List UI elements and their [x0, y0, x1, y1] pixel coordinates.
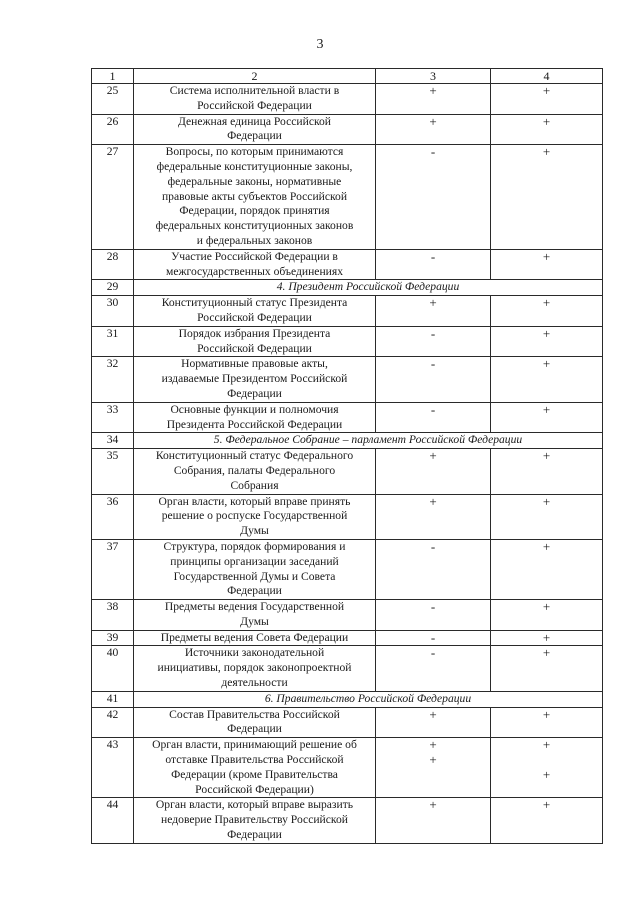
column-3-mark [376, 326, 491, 357]
row-number: 26 [92, 114, 134, 145]
table-row [92, 798, 603, 843]
table-row [92, 646, 603, 691]
mark-symbol: - [430, 356, 436, 372]
column-3-mark [376, 84, 491, 115]
mark-symbol: + [429, 737, 437, 753]
description-line: Система исполнительной власти в [169, 84, 340, 97]
mark-symbol: + [542, 599, 551, 615]
topic-description [134, 539, 376, 599]
column-3-mark [376, 114, 491, 145]
column-3-mark [376, 707, 491, 738]
page-number: 3 [316, 37, 324, 52]
topic-description [134, 494, 376, 539]
column-4-mark [491, 357, 603, 402]
topic-description [134, 249, 376, 280]
mark-symbol: + [542, 797, 551, 813]
mark-symbol: + [542, 766, 551, 782]
mark-symbol: + [542, 448, 551, 464]
mark-symbol: - [430, 401, 436, 417]
description-line: инициативы, порядок законопроектной [157, 661, 352, 675]
mark-symbol: + [429, 295, 437, 311]
mark-symbol: + [542, 248, 551, 264]
description-line: Государственной Думы и Совета [173, 569, 336, 583]
mark-symbol [491, 753, 602, 768]
topic-description [134, 630, 376, 646]
column-3-mark [376, 296, 491, 327]
column-3-mark [376, 738, 491, 798]
mark-symbol: - [430, 248, 436, 264]
mark-symbol: - [430, 538, 436, 554]
description-line: деятельности [221, 676, 288, 690]
description-line: Орган власти, принимающий решение об [152, 738, 357, 752]
mark-symbol: + [542, 356, 551, 372]
row-number: 39 [92, 630, 134, 646]
description-line: Конституционный статус Федерального [155, 449, 354, 463]
subjects-table [91, 68, 603, 844]
table-row [92, 357, 603, 402]
column-header: 1 [92, 69, 134, 84]
column-3-mark [376, 145, 491, 250]
mark-symbol: + [429, 83, 437, 98]
description-line: федеральных конституционных законов [155, 219, 354, 233]
description-line: Российской Федерации [197, 98, 312, 112]
mark-symbol: + [429, 448, 437, 464]
column-4-mark [491, 296, 603, 327]
mark-symbol: + [429, 797, 437, 813]
description-line: Собрания [230, 478, 279, 492]
description-line: Орган власти, который вправе выразить [155, 798, 354, 812]
column-3-mark [376, 600, 491, 631]
description-line: недоверие Правительству Российской [161, 813, 348, 827]
column-4-mark [491, 145, 603, 250]
topic-description [134, 296, 376, 327]
row-number: 42 [92, 707, 134, 738]
description-line: межгосударственных объединениях [166, 264, 343, 278]
column-header: 4 [491, 69, 603, 84]
description-line: Состав Правительства Российской [169, 707, 340, 721]
column-3-mark [376, 494, 491, 539]
mark-symbol: + [542, 645, 551, 661]
mark-symbol: + [542, 629, 551, 645]
description-line: Предметы ведения Совета Федерации [160, 630, 349, 644]
table-row [92, 630, 603, 646]
description-line: Федерации [227, 129, 282, 143]
column-3-mark [376, 402, 491, 433]
description-line: правовые акты субъектов Российской [161, 189, 348, 203]
table-row [92, 114, 603, 145]
table-row [92, 707, 603, 738]
section-title: 4. Президент Российской Федерации [134, 280, 603, 296]
description-line: Федерации, порядок принятия [179, 204, 330, 218]
description-line: Нормативные правовые акты, [181, 357, 328, 371]
mark-symbol: - [430, 645, 436, 661]
table-header-row [92, 69, 603, 84]
mark-symbol: - [430, 325, 436, 341]
mark-symbol: - [430, 629, 436, 645]
description-line: принципы организации заседаний [170, 554, 339, 568]
description-line: Президента Российской Федерации [166, 417, 343, 431]
row-number: 25 [92, 84, 134, 115]
table-row [92, 145, 603, 250]
description-line: Участие Российской Федерации в [171, 249, 338, 263]
row-number: 35 [92, 449, 134, 494]
column-4-mark [491, 402, 603, 433]
row-number: 36 [92, 494, 134, 539]
description-line: Конституционный статус Президента [161, 296, 348, 310]
mark-symbol: + [542, 493, 551, 509]
column-4-mark [491, 539, 603, 599]
description-line: Вопросы, по которым принимаются [165, 145, 344, 159]
topic-description [134, 600, 376, 631]
table-row [92, 738, 603, 798]
topic-description [134, 646, 376, 691]
description-line: Федерации [227, 828, 282, 842]
description-line: Думы [240, 614, 269, 628]
row-number: 27 [92, 145, 134, 250]
column-4-mark [491, 326, 603, 357]
column-4-mark [491, 494, 603, 539]
row-number: 43 [92, 738, 134, 798]
table-row [92, 84, 603, 115]
description-line: Федерации [227, 722, 282, 736]
description-line: Структура, порядок формирования и [163, 539, 346, 553]
description-line: Собрания, палаты Федерального [173, 463, 336, 477]
table-row [92, 494, 603, 539]
mark-symbol: + [542, 295, 551, 311]
row-number: 40 [92, 646, 134, 691]
row-number: 28 [92, 249, 134, 280]
description-line: Орган власти, который вправе принять [158, 494, 351, 508]
column-3-mark [376, 539, 491, 599]
topic-description [134, 798, 376, 843]
description-line: Российской Федерации) [195, 782, 314, 796]
mark-symbol: + [542, 144, 551, 160]
mark-symbol: + [542, 737, 551, 753]
column-header: 2 [134, 69, 376, 84]
topic-description [134, 84, 376, 115]
description-line: Источники законодательной [184, 646, 325, 660]
description-line: Порядок избрания Президента [178, 326, 331, 340]
description-line: Федерации [227, 584, 282, 598]
column-4-mark [491, 249, 603, 280]
column-4-mark [491, 707, 603, 738]
table-row [92, 326, 603, 357]
row-number: 31 [92, 326, 134, 357]
column-3-mark [376, 249, 491, 280]
row-number: 32 [92, 357, 134, 402]
row-number: 37 [92, 539, 134, 599]
mark-symbol: - [430, 144, 436, 160]
column-4-mark [491, 84, 603, 115]
column-4-mark [491, 449, 603, 494]
column-4-mark [491, 738, 603, 798]
column-3-mark [376, 798, 491, 843]
table-row [92, 296, 603, 327]
description-line: Российской Федерации [197, 341, 312, 355]
description-line: Думы [240, 524, 269, 538]
column-4-mark [491, 646, 603, 691]
description-line: Федерации [227, 386, 282, 400]
description-line: федеральные законы, нормативные [167, 174, 342, 188]
section-title: 5. Федеральное Собрание – парламент Российской Федерации [134, 433, 603, 449]
table-row [92, 402, 603, 433]
section-heading-row [92, 433, 603, 449]
column-3-mark [376, 449, 491, 494]
table-row [92, 449, 603, 494]
mark-symbol: + [542, 706, 551, 722]
mark-symbol: + [542, 538, 551, 554]
mark-symbol: + [429, 113, 437, 129]
row-number: 33 [92, 402, 134, 433]
row-number: 38 [92, 600, 134, 631]
column-4-mark [491, 600, 603, 631]
mark-symbol: - [430, 599, 436, 615]
description-line: Основные функции и полномочия [170, 402, 339, 416]
description-line: Предметы ведения Государственной [164, 600, 345, 614]
mark-symbol: + [542, 401, 551, 417]
column-4-mark [491, 630, 603, 646]
column-3-mark [376, 357, 491, 402]
topic-description [134, 357, 376, 402]
mark-symbol: + [429, 706, 437, 722]
topic-description [134, 145, 376, 250]
column-4-mark [491, 798, 603, 843]
table-row [92, 600, 603, 631]
section-heading-row [92, 280, 603, 296]
row-number: 41 [92, 691, 134, 707]
description-line: Российской Федерации [197, 310, 312, 324]
description-line: решение о роспуске Государственной [161, 509, 348, 523]
description-line: и федеральных законов [196, 233, 313, 247]
mark-symbol: + [542, 83, 551, 98]
description-line: федеральные конституционные законы, [156, 159, 353, 173]
row-number: 30 [92, 296, 134, 327]
column-4-mark [491, 114, 603, 145]
topic-description [134, 707, 376, 738]
row-number: 44 [92, 798, 134, 843]
description-line: отставке Правительства Российской [165, 753, 344, 767]
topic-description [134, 114, 376, 145]
row-number: 29 [92, 280, 134, 296]
description-line: Федерации (кроме Правительства [171, 767, 338, 781]
column-3-mark [376, 630, 491, 646]
table-row [92, 249, 603, 280]
section-title: 6. Правительство Российской Федерации [134, 691, 603, 707]
topic-description [134, 402, 376, 433]
section-heading-row [92, 691, 603, 707]
row-number: 34 [92, 433, 134, 449]
mark-symbol: + [542, 113, 551, 129]
column-header: 3 [376, 69, 491, 84]
mark-symbol: + [542, 325, 551, 341]
topic-description [134, 326, 376, 357]
mark-symbol: + [429, 493, 437, 509]
table-row [92, 539, 603, 599]
description-line: издаваемые Президентом Российской [161, 372, 348, 386]
topic-description [134, 738, 376, 798]
column-3-mark [376, 646, 491, 691]
description-line: Денежная единица Российской [177, 114, 332, 128]
topic-description [134, 449, 376, 494]
mark-symbol: + [429, 752, 437, 768]
